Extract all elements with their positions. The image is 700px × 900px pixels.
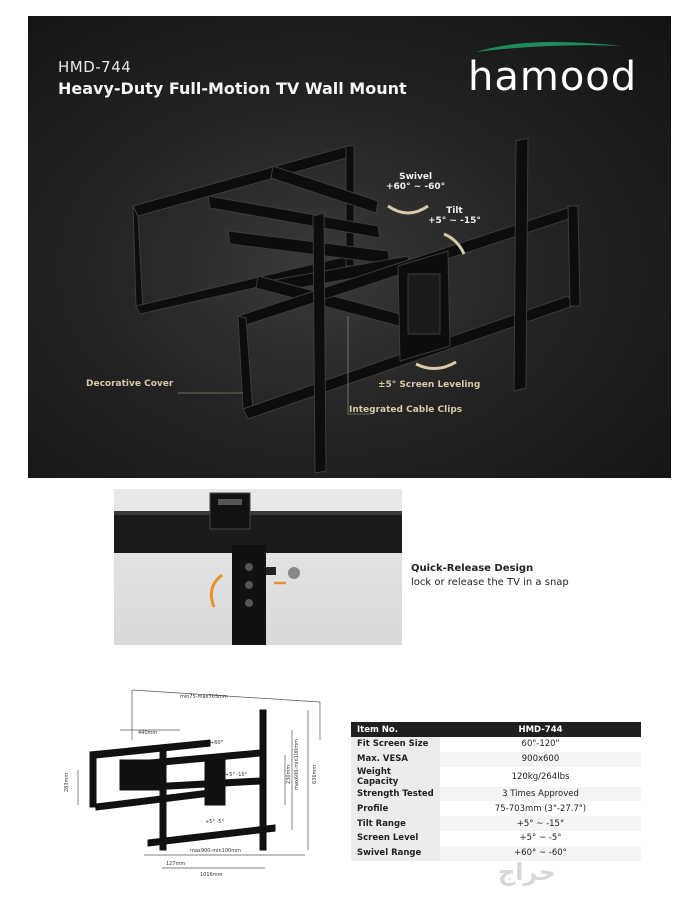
spec-value: +60° ~ -60° — [440, 846, 641, 861]
dim-vesa-width: max900-min100mm — [190, 848, 241, 854]
spec-value: +5° ~ -5° — [519, 833, 562, 844]
spec-row — [351, 831, 641, 846]
dim-bracket-height: 230mm — [286, 764, 292, 784]
spec-header-row — [351, 722, 641, 737]
quick-release-title: Quick-Release Design — [411, 563, 534, 574]
spec-label: Max. VESA — [351, 752, 440, 767]
decorative-cover-callout: Decorative Cover — [86, 379, 174, 389]
dim-height-left: 283mm — [64, 772, 70, 792]
spec-label: Strength Tested — [351, 787, 440, 802]
dim-total-height: 636mm — [312, 764, 318, 784]
spec-row — [351, 737, 641, 752]
spec-header-value: HMD-744 — [440, 722, 641, 737]
spec-value: 900x600 — [440, 752, 641, 767]
quick-release-photo — [114, 489, 402, 645]
spec-label: Swivel Range — [351, 846, 440, 861]
dimension-diagram — [60, 680, 340, 880]
swivel-value: +60° ~ -60° — [386, 182, 446, 192]
model-number: HMD-744 — [58, 58, 132, 76]
spec-header-label: Item No. — [351, 722, 440, 737]
tilt-callout — [428, 206, 481, 226]
dim-total-width: 1016mm — [200, 872, 223, 878]
brand-name: hamood — [468, 54, 638, 100]
dim-vesa-height: max600-min100mm — [294, 739, 300, 790]
spec-value: 60"-120" — [521, 739, 560, 750]
dim-arm-length: 440mm — [138, 730, 158, 736]
spec-label: Weight Capacity — [351, 767, 440, 787]
spec-row — [351, 846, 641, 861]
quick-release-description: lock or release the TV in a snap — [411, 577, 569, 588]
release-arrow-icon — [211, 575, 222, 607]
dim-width-range: min75-max703mm — [180, 694, 228, 700]
leveling-arrow-icon — [416, 362, 456, 369]
spec-label: Tilt Range — [351, 816, 440, 831]
swivel-callout — [386, 172, 445, 192]
spec-value: 3 Times Approved — [440, 787, 641, 802]
tilt-value: +5° ~ -15° — [428, 216, 481, 226]
spec-value: 120kg/264lbs — [511, 771, 570, 782]
dim-swivel: +60° — [210, 740, 224, 746]
spec-row — [351, 816, 641, 831]
spec-label: Fit Screen Size — [351, 737, 440, 752]
spec-label: Profile — [351, 801, 440, 816]
spec-table — [351, 722, 641, 861]
haraj-watermark: حراج — [498, 858, 556, 886]
quick-release-illustration — [114, 489, 402, 645]
dim-level: +5° -5° — [205, 819, 224, 825]
swivel-arrow-icon — [388, 206, 428, 213]
screen-leveling-callout: ±5° Screen Leveling — [378, 380, 481, 390]
spec-label: Screen Level — [351, 831, 440, 846]
spec-value: +5° ~ -15° — [440, 816, 641, 831]
tilt-label: Tilt — [446, 206, 463, 216]
spec-row — [351, 767, 641, 787]
cable-clips-callout: Integrated Cable Clips — [349, 405, 463, 415]
product-title: Heavy-Duty Full-Motion TV Wall Mount — [58, 79, 407, 98]
swivel-label: Swivel — [399, 172, 433, 182]
hero-banner — [28, 16, 671, 478]
dim-plate-width: 127mm — [166, 861, 186, 867]
dim-tilt: +5° -15° — [225, 772, 248, 778]
spec-value: 75-703mm (3"-27.7") — [494, 803, 587, 814]
spec-row — [351, 787, 641, 802]
spec-row — [351, 752, 641, 767]
spec-row — [351, 801, 641, 816]
